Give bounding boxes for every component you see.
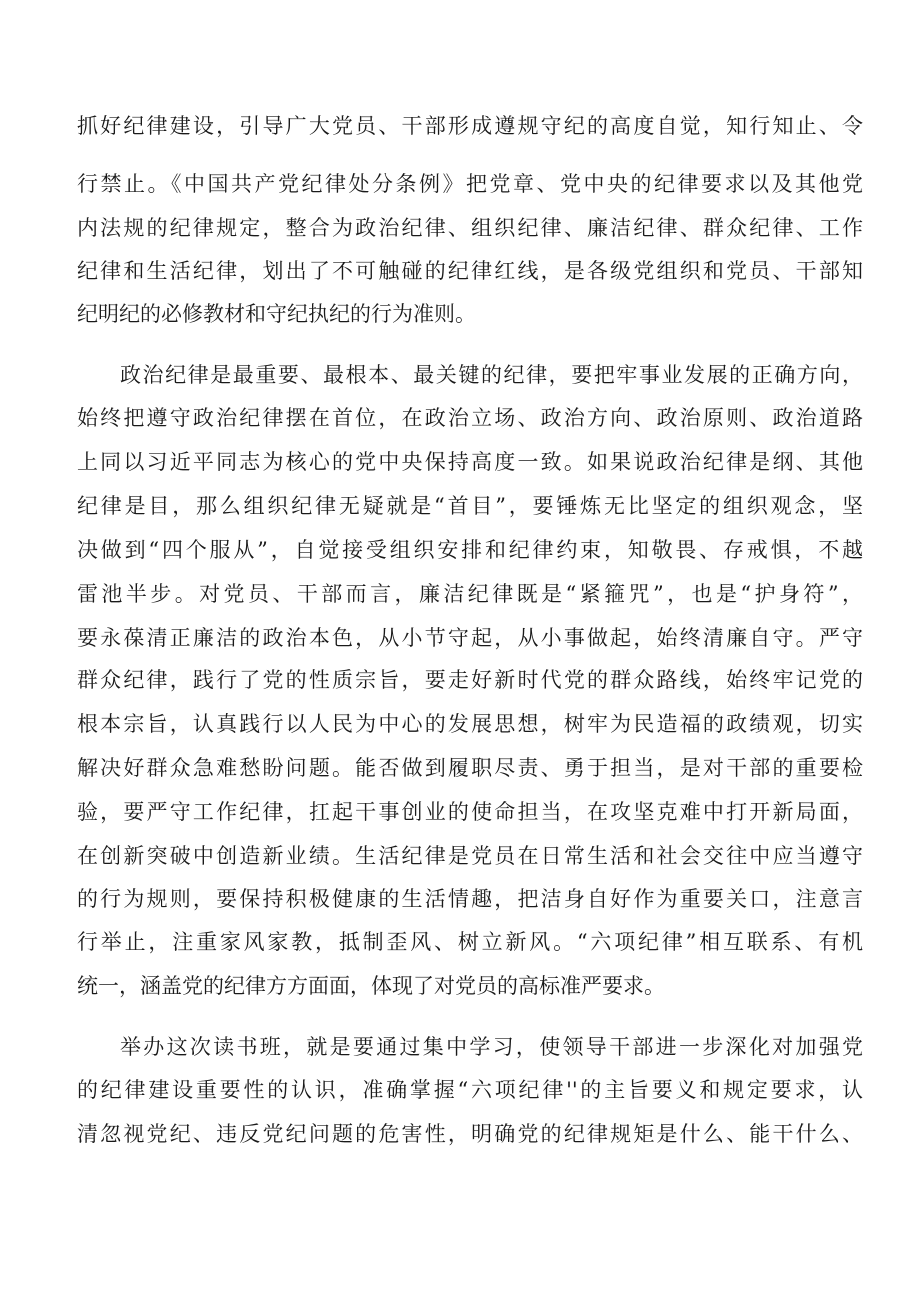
text-line: 根本宗旨，认真践行以人民为中心的发展思想，树牢为民造福的政绩观，切实	[77, 712, 863, 736]
text-line: 雷池半步。对党员、干部而言，廉洁纪律既是“紧箍咒”，也是“护身符”，	[77, 582, 863, 606]
text-line: 清忽视党纪、违反党纪问题的危害性，明确党的纪律规矩是什么、能干什么、	[77, 1122, 863, 1146]
text-line: 要永葆清正廉洁的政治本色，从小节守起，从小事做起，始终清廉自守。严守	[77, 626, 863, 650]
text-line: 内法规的纪律规定，整合为政治纪律、组织纪律、廉洁纪律、群众纪律、工作	[77, 216, 863, 240]
text-line: 解决好群众急难愁盼问题。能否做到履职尽责、勇于担当，是对干部的重要检	[77, 756, 863, 780]
text-line: 的行为规则，要保持积极健康的生活情趣，把洁身自好作为重要关口，注意言	[77, 887, 863, 911]
text-line: 纪律是目，那么组织纪律无疑就是“首目”，要锤炼无比坚定的组织观念，坚	[77, 494, 863, 518]
text-line: 验，要严守工作纪律，扛起干事创业的使命担当，在攻坚克难中打开新局面，	[77, 800, 863, 824]
text-line: 行举止，注重家风家教，抵制歪风、树立新风。“六项纪律”相互联系、有机	[77, 930, 863, 954]
text-line: 始终把遵守政治纪律摆在首位，在政治立场、政治方向、政治原则、政治道路	[77, 406, 863, 430]
text-line: 举办这次读书班，就是要通过集中学习，使领导干部进一步深化对加强党	[120, 1035, 863, 1059]
text-line: 上同以习近平同志为核心的党中央保持高度一致。如果说政治纪律是纲、其他	[77, 450, 863, 474]
text-line: 群众纪律，践行了党的性质宗旨，要走好新时代党的群众路线，始终牢记党的	[77, 668, 863, 692]
text-line: 决做到“四个服从”，自觉接受组织安排和纪律约束，知敬畏、存戒惧，不越	[77, 538, 863, 562]
text-line: 纪明纪的必修教材和守纪执纪的行为准则。	[77, 302, 476, 326]
text-line: 的纪律建设重要性的认识，准确掌握“六项纪律''的主旨要义和规定要求，认	[77, 1078, 863, 1102]
text-line: 统一，涵盖党的纪律方方面面，体现了对党员的高标准严要求。	[77, 974, 665, 998]
text-line: 纪律和生活纪律，划出了不可触碰的纪律红线，是各级党组织和党员、干部知	[77, 259, 863, 283]
text-line: 行禁止。《中国共产党纪律处分条例》把党章、党中央的纪律要求以及其他党	[77, 172, 863, 196]
text-line: 在创新突破中创造新业绩。生活纪律是党员在日常生活和社会交往中应当遵守	[77, 844, 863, 868]
text-line: 抓好纪律建设，引导广大党员、干部形成遵规守纪的高度自觉，知行知止、令	[77, 114, 863, 138]
text-line: 政治纪律是最重要、最根本、最关键的纪律，要把牢事业发展的正确方向，	[120, 363, 863, 387]
